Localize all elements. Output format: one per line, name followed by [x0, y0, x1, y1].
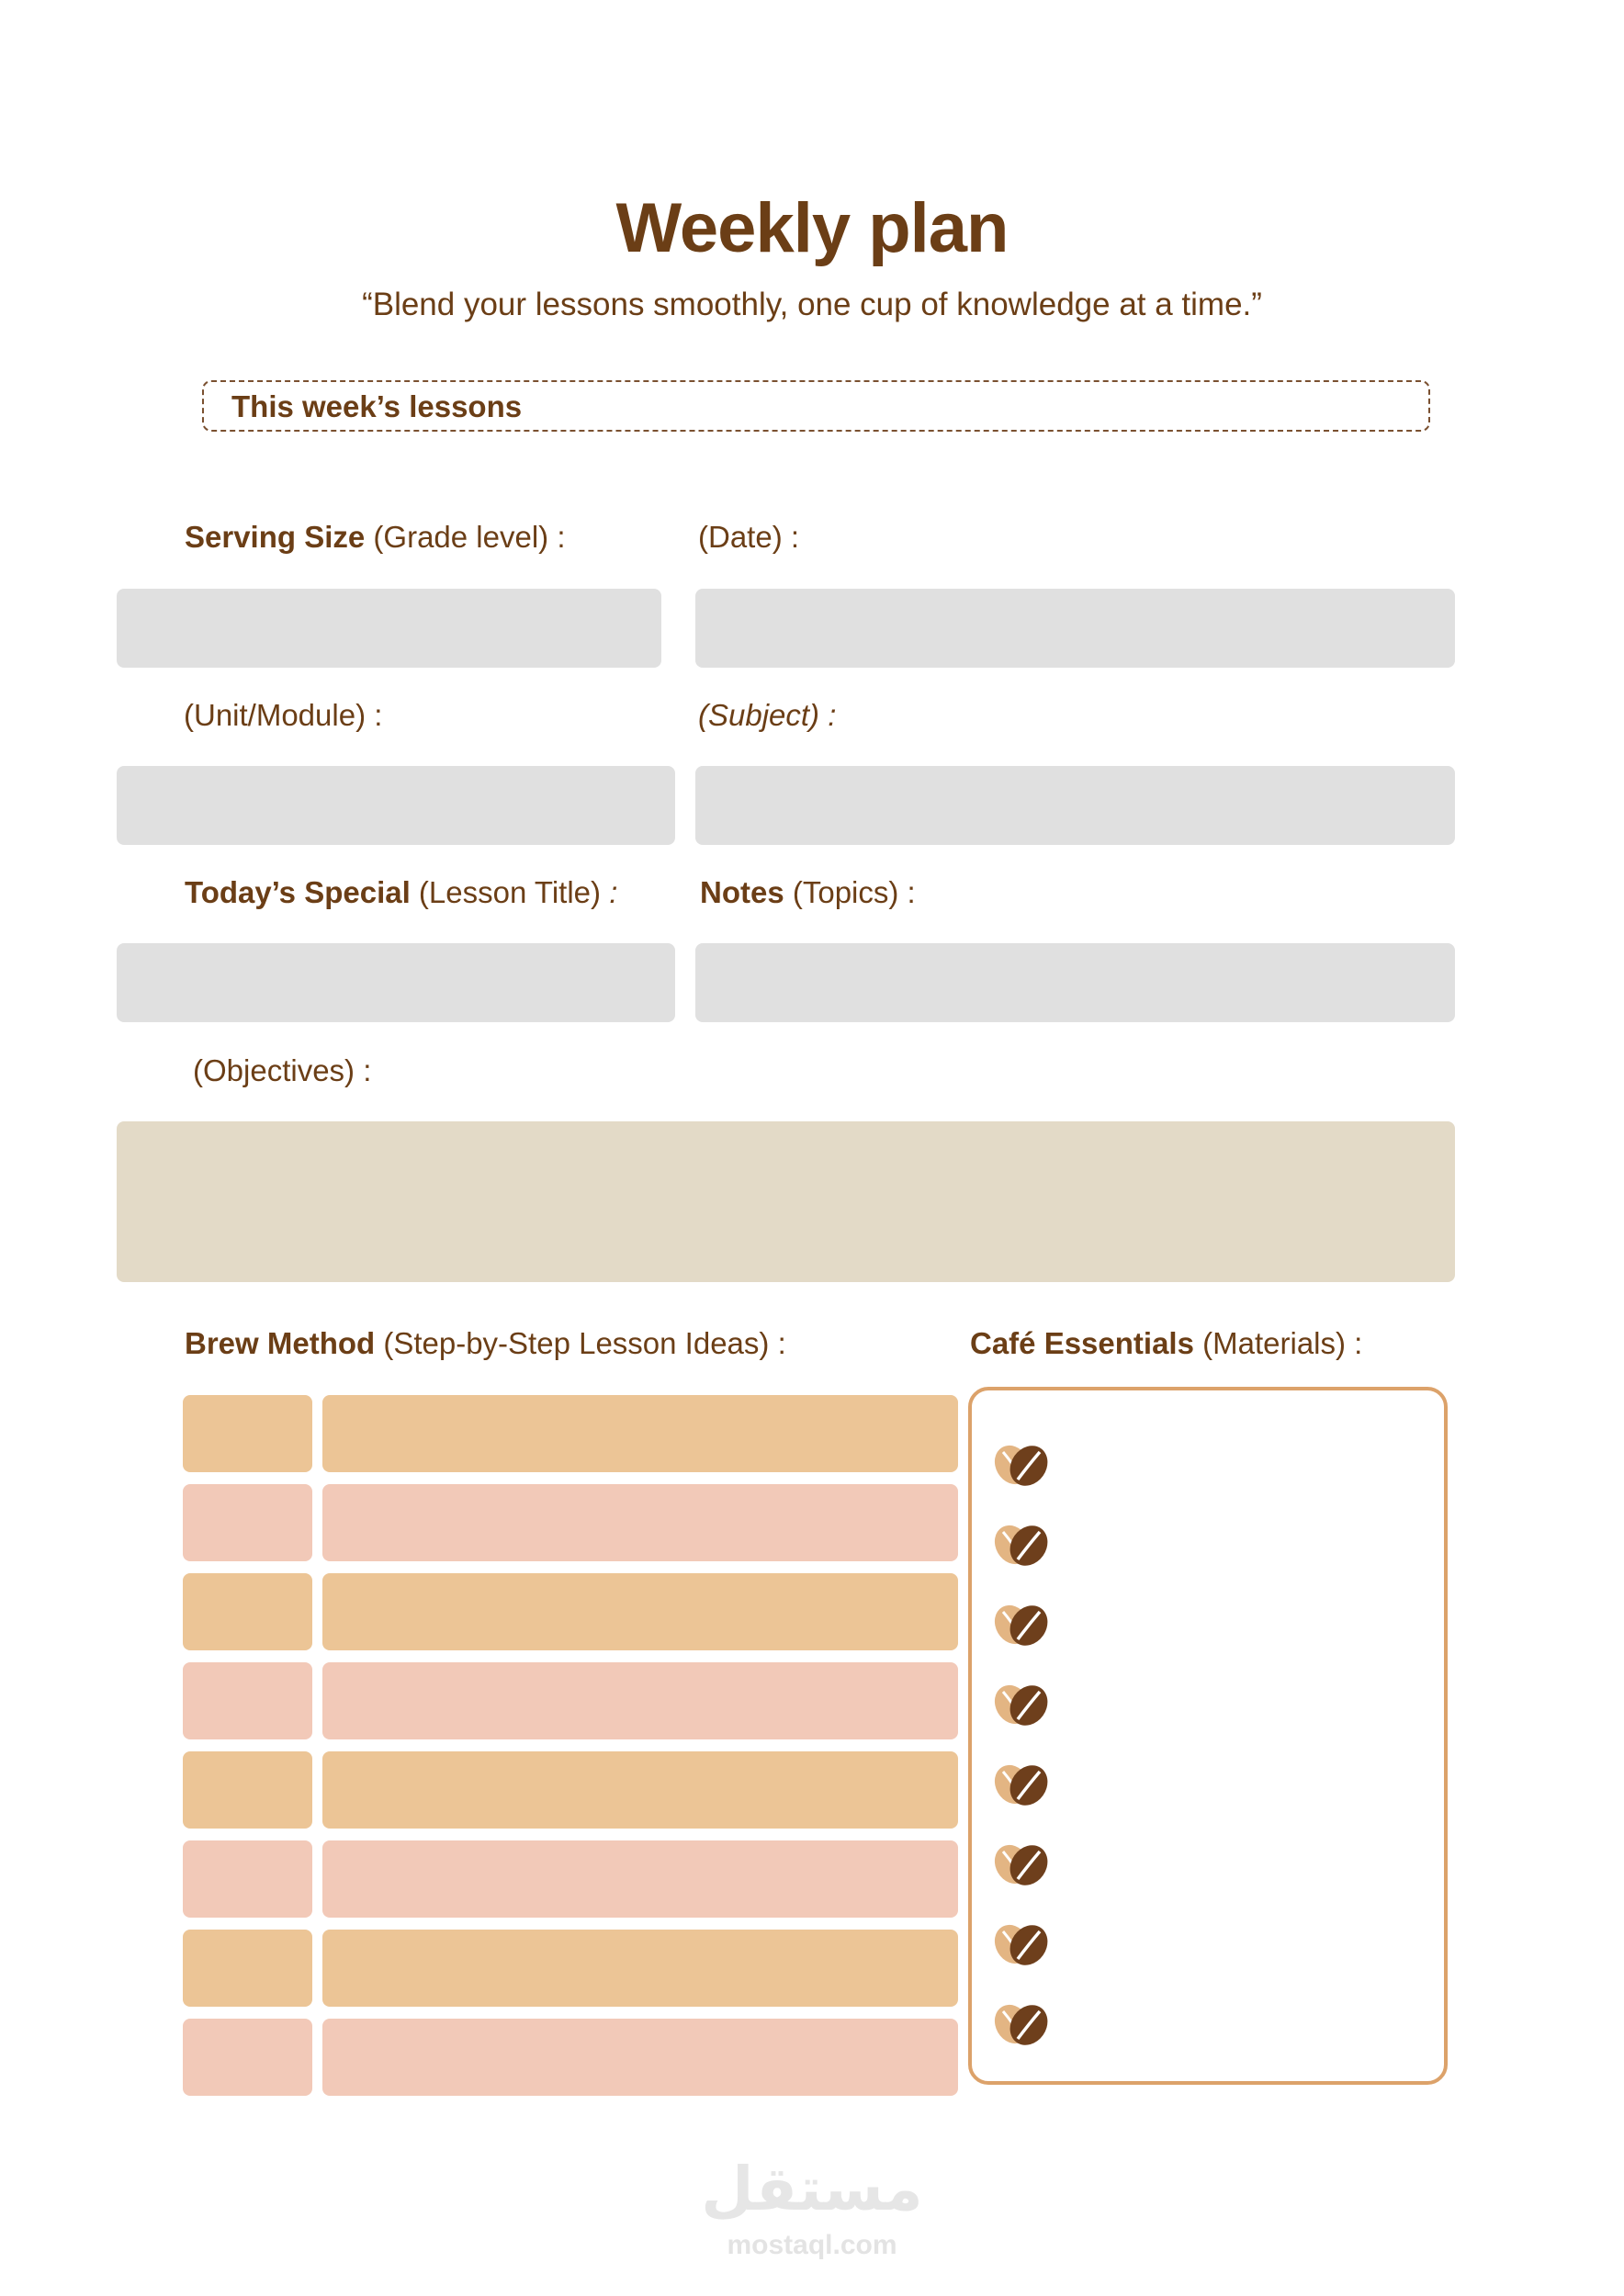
step-number-cell[interactable]	[183, 2019, 312, 2096]
watermark-url: mostaql.com	[727, 2230, 897, 2260]
coffee-beans-icon	[992, 1519, 1051, 1570]
materials-box[interactable]	[968, 1387, 1448, 2085]
coffee-beans-icon	[992, 1679, 1051, 1730]
step-number-cell[interactable]	[183, 1751, 312, 1829]
subject-label: (Subject) :	[698, 698, 837, 732]
coffee-beans-icon	[992, 1439, 1051, 1491]
coffee-beans-icon	[992, 1599, 1051, 1650]
step-number-cell[interactable]	[183, 1662, 312, 1739]
step-number-cell[interactable]	[183, 1840, 312, 1918]
step-idea-cell[interactable]	[322, 1930, 958, 2007]
brew-method-label: Brew Method (Step-by-Step Lesson Ideas) :	[185, 1326, 786, 1360]
step-idea-cell[interactable]	[322, 1751, 958, 1829]
topics-label: Notes (Topics) :	[700, 875, 916, 909]
step-idea-cell[interactable]	[322, 1395, 958, 1472]
grade-level-field[interactable]	[117, 589, 661, 668]
step-number-cell[interactable]	[183, 1930, 312, 2007]
subject-field[interactable]	[695, 766, 1455, 845]
objectives-label: (Objectives) :	[193, 1053, 372, 1087]
lessons-banner-label: This week’s lessons	[231, 389, 523, 423]
step-number-cell[interactable]	[183, 1484, 312, 1561]
cafe-essentials-label: Café Essentials (Materials) :	[970, 1326, 1363, 1360]
step-idea-cell[interactable]	[322, 1840, 958, 1918]
coffee-beans-icon	[992, 1759, 1051, 1810]
step-idea-cell[interactable]	[322, 1573, 958, 1650]
date-field[interactable]	[695, 589, 1455, 668]
coffee-beans-icon	[992, 1919, 1051, 1970]
coffee-beans-icon	[992, 1839, 1051, 1890]
coffee-beans-icon	[992, 1998, 1051, 2050]
topics-field[interactable]	[695, 943, 1455, 1022]
date-label: (Date) :	[698, 520, 800, 554]
step-idea-cell[interactable]	[322, 2019, 958, 2096]
unit-module-label: (Unit/Module) :	[184, 698, 383, 732]
grade-level-label: Serving Size (Grade level) :	[185, 520, 566, 554]
step-idea-cell[interactable]	[322, 1484, 958, 1561]
unit-module-field[interactable]	[117, 766, 675, 845]
page-title: Weekly plan	[615, 189, 1009, 267]
lesson-title-field[interactable]	[117, 943, 675, 1022]
lesson-title-label: Today’s Special (Lesson Title) :	[185, 875, 618, 909]
step-number-cell[interactable]	[183, 1395, 312, 1472]
objectives-field[interactable]	[117, 1121, 1455, 1282]
step-idea-cell[interactable]	[322, 1662, 958, 1739]
watermark-logo: مستقل	[701, 2154, 923, 2224]
step-number-cell[interactable]	[183, 1573, 312, 1650]
page-quote: “Blend your lessons smoothly, one cup of knowledge at a time.”	[362, 287, 1262, 322]
